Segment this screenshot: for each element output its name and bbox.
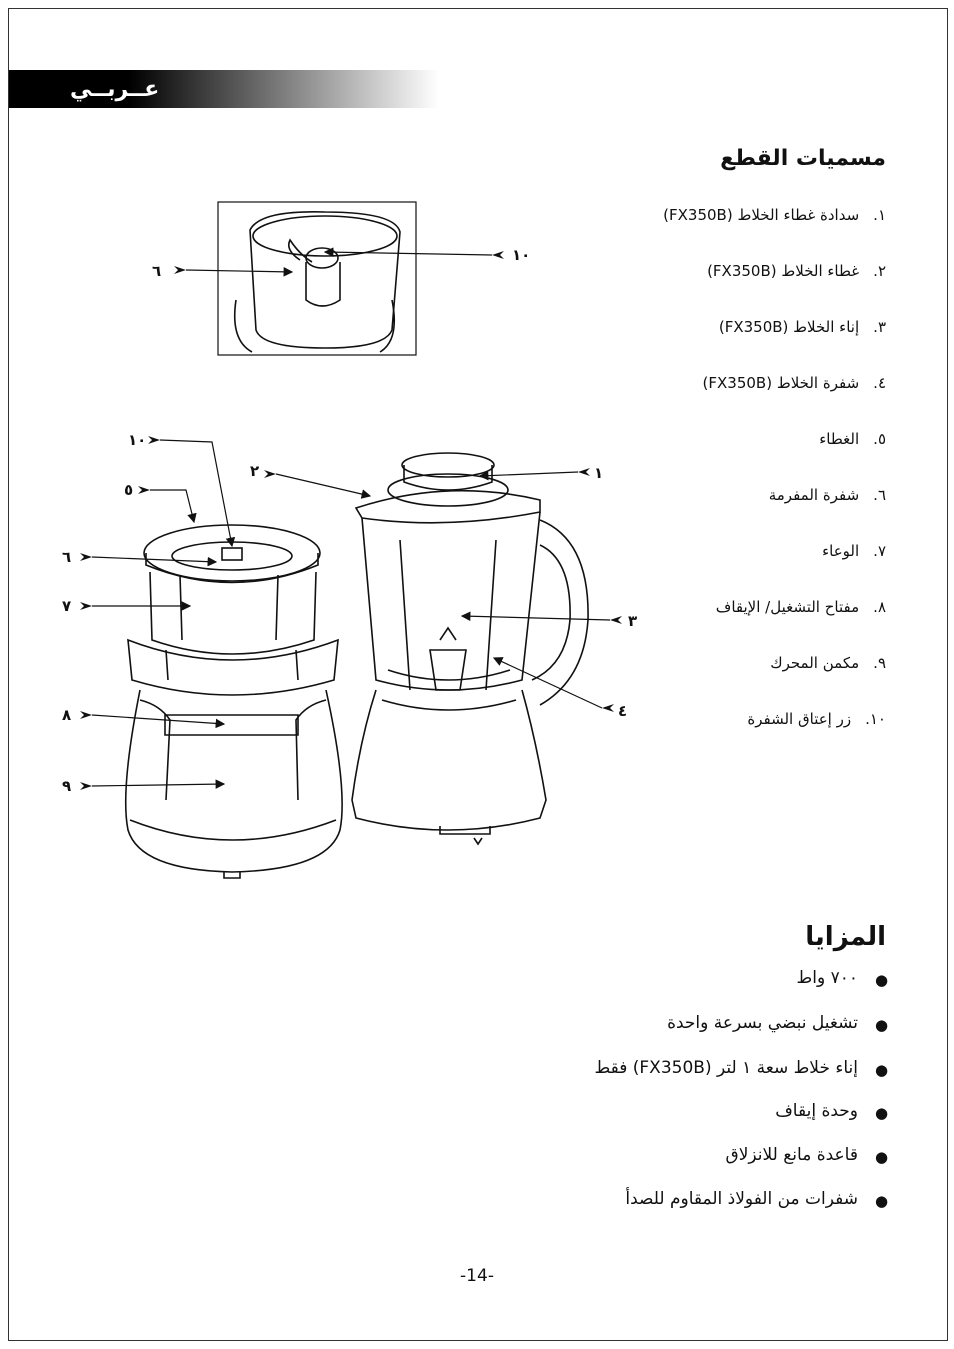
part-number: ١. (873, 206, 886, 224)
callout-switch: ٨ (62, 706, 72, 724)
feature-item-3: إناء خلاط سعة ١ لتر (FX350B) فقط (594, 1058, 858, 1078)
feature-item-2: تشغيل نبضي بسرعة واحدة (667, 1013, 858, 1033)
callout-motor: ٩ (62, 777, 72, 795)
part-number: ٨. (873, 598, 886, 616)
food-chopper-drawing (126, 525, 342, 878)
part-label: الوعاء (822, 542, 860, 560)
callout-chopper-blade: ٦ (62, 548, 72, 566)
callout-inset-release: ١٠ (512, 246, 531, 264)
language-label: عــربــي (70, 77, 160, 102)
callout-blender-lid: ٢ (250, 462, 260, 480)
part-label: إناء الخلاط (FX350B) (718, 318, 860, 336)
callout-lid-cap: ١ (594, 464, 604, 482)
feature-item-1: ٧٠٠ واط (796, 968, 858, 988)
part-number: ٩. (873, 654, 886, 672)
callout-release-button: ١٠ (128, 431, 147, 449)
inset-detail-box (218, 202, 416, 355)
part-number: ٤. (873, 374, 886, 392)
part-label: شفرة الخلاط (FX350B) (702, 374, 860, 392)
bullet-icon: ● (875, 1016, 889, 1034)
part-label: سدادة غطاء الخلاط (FX350B) (663, 206, 860, 224)
feature-item-6: شفرات من الفولاذ المقاوم للصدأ (625, 1189, 858, 1209)
callout-jug: ٣ (628, 612, 638, 630)
part-number: ٣. (873, 318, 886, 336)
page-number: -14- (460, 1266, 494, 1286)
callout-blender-blade: ٤ (618, 702, 628, 720)
part-number: ٥. (873, 430, 886, 448)
bullet-icon: ● (875, 1192, 889, 1210)
feature-item-5: قاعدة مانع للانزلاق (725, 1145, 858, 1165)
bullet-icon: ● (875, 971, 889, 989)
part-number: ٦. (873, 486, 886, 504)
part-label: شفرة المفرمة (768, 486, 860, 504)
part-label: مكمن المحرك (770, 654, 860, 672)
bullet-icon: ● (875, 1148, 889, 1166)
features-title: المزايا (805, 922, 886, 952)
feature-item-4: وحدة إيقاف (775, 1101, 858, 1121)
bullet-icon: ● (875, 1061, 889, 1079)
parts-title: مسميات القطع (720, 146, 886, 171)
part-number: ٢. (873, 262, 886, 280)
callout-lid: ٥ (124, 481, 134, 499)
part-number: ٧. (873, 542, 886, 560)
bullet-icon: ● (875, 1104, 889, 1122)
part-label: زر إعتاق الشفرة (747, 710, 852, 728)
part-label: الغطاء (819, 430, 860, 448)
part-label: مفتاح التشغيل/ الإيقاف (715, 598, 860, 616)
blender-drawing (352, 453, 588, 844)
callout-inset-blade: ٦ (152, 262, 162, 280)
part-label: غطاء الخلاط (FX350B) (707, 262, 860, 280)
part-number: ١٠. (865, 710, 886, 728)
callout-bowl: ٧ (62, 597, 72, 615)
